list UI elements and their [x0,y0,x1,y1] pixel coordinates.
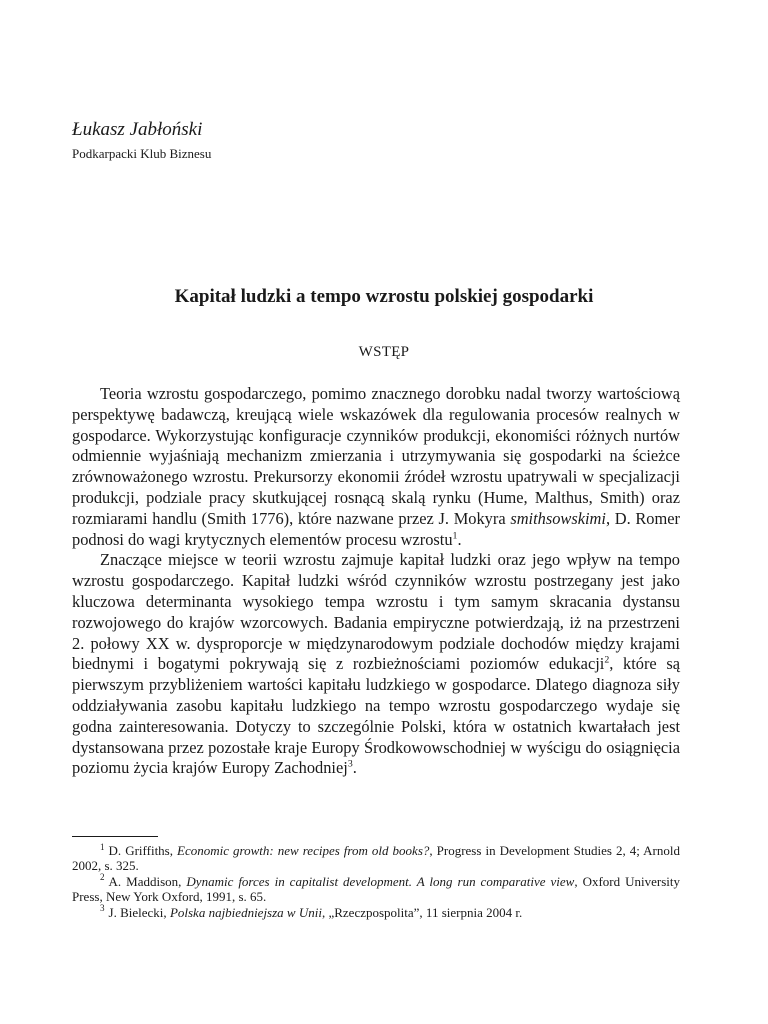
footnote-3: $^3$ J. Bielecki, Polska najbiedniejsza w Unii, „Rzeczpospolita”, 11 sierpnia 2004 r. [100,903,523,920]
author-name: Łukasz Jabłoński [72,119,203,140]
footnotes [72,843,680,920]
footnote-ref-2[interactable]: 2 [604,654,610,666]
footnote-ref-1[interactable]: 1 [452,530,458,542]
footnote-separator [72,836,158,837]
emphasis: smithsowskimi [510,508,606,528]
section-heading: WSTĘP [358,344,410,360]
article-body [72,384,680,779]
paragraph-2: Znaczące miejsce w teorii wzrostu zajmuje kapitał ludzki oraz jego wpływ na tempo wzrostu gospodarczego. Kapitał ludzki wśród czynników wzrostu postrzegany jest jako kluczowa determinanta wysokiego tempa wzrostu i tym samym skracania dystansu rozwojowego do krajów wzorcowych. Badania empiryczne potwierdzają, iż na przestrzeni 2. połowy XX w. dysproporcje w międzynarodowym podziale dochodów między krajami biednymi i bogatymi pokrywają się z rozbieżnościami poziomów edukacji$^2$, które są pierwszym przybliżeniem wartości kapitału ludzkiego w gospodarce. Dlatego diagnoza siły oddziaływania zasobu kapitału ludzkiego na tempo wzrostu gospodarczego wydaje się godna zainteresowania. Dotyczy to szczególnie Polski, która w ostatnich kwartałach jest dystansowana przez pozostałe kraje Europy Środkowowschodniej w wyścigu do osiągnięcia poziomu życia krajów Europy Zachodniej$^3$. [72,550,680,778]
author-affiliation: Podkarpacki Klub Biznesu [72,146,212,161]
footnote-2: $^2$ A. Maddison, Dynamic forces in capitalist development. A long run comparative view, Oxford University Press, New York Oxford, 1991, s. 65. [72,872,681,905]
footnote-1: $^1$ D. Griffiths, Economic growth: new recipes from old books?, Progress in Development Studies 2, 4; Arnold 2002, s. 325. [72,841,680,874]
paragraph-1: Teoria wzrostu gospodarczego, pomimo znacznego dorobku nadal tworzy wartościową perspektywę badawczą, kreującą wiele wskazówek dla regulowania procesów realnych w gospodarce. Wykorzystując konfiguracje czynników produkcji, ekonomiści różnych nurtów odmiennie wyjaśniają mechanizm zmierzania i utrzymywania się gospodarki na ścieżce zrównoważonego wzrostu. Prekursorzy ekonomii źródeł wzrostu upatrywali w specjalizacji produkcji, podziale pracy skutkującej rosnącą skalą rynku (Hume, Malthus, Smith) oraz rozmiarami handlu (Smith 1776), które nazwane przez J. Mokyra smithsowskimi, D. Romer podnosi do wagi krytycznych elementów procesu wzrostu$^1$. [72,384,680,549]
article-title: Kapitał ludzki a tempo wzrostu polskiej gospodarki [174,286,594,307]
footnote-ref-3[interactable]: 3 [347,758,353,770]
